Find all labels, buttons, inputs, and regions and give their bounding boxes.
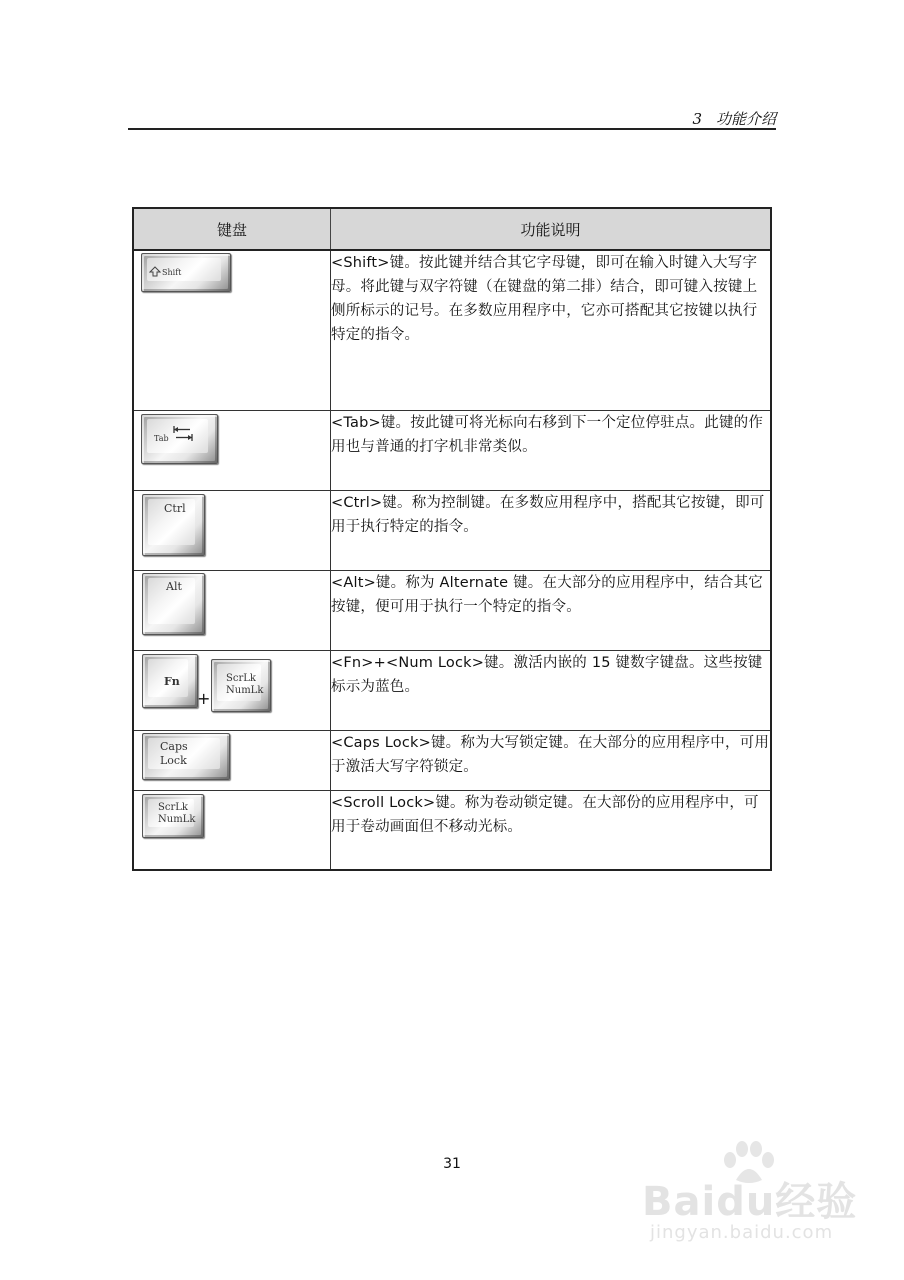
scrolllock-description: <Scroll Lock>键。称为卷动锁定键。在大部份的应用程序中，可用于卷动画面但不移动光标。	[331, 790, 772, 870]
alt-description: <Alt>键。称为 Alternate 键。在大部分的应用程序中，结合其它按键，便可用于执行一个特定的指令。	[331, 570, 772, 650]
capslock-key-image	[142, 733, 230, 780]
page-number: 31	[443, 1156, 461, 1172]
caps-label: Caps	[160, 739, 188, 753]
table-row	[133, 650, 771, 730]
alt-key-image	[142, 573, 205, 635]
table-row	[133, 730, 771, 790]
shift-key-image	[141, 253, 231, 292]
fn-key-image	[142, 654, 198, 708]
key-cell	[133, 570, 331, 650]
scrolllock-key-image	[142, 794, 204, 838]
plus-sign: +	[197, 688, 211, 708]
capslock-description: <Caps Lock>键。称为大写锁定键。在大部分的应用程序中，可用于激活大写字符锁定。	[331, 730, 772, 790]
tab-description: <Tab>键。按此键可将光标向右移到下一个定位停驻点。此键的作用也与普通的打字机非常类似。	[331, 410, 772, 490]
numlk-label: NumLk	[226, 684, 264, 696]
key-cell	[133, 490, 331, 570]
alt-key-label: Alt	[166, 579, 182, 593]
baidu-watermark	[640, 1140, 880, 1260]
numlock-key-image	[211, 659, 271, 712]
table-row	[133, 790, 771, 870]
scrlk-label: ScrLk	[226, 672, 256, 684]
key-cell	[133, 410, 331, 490]
table-row	[133, 250, 771, 410]
table-header-row	[133, 208, 771, 250]
chapter-title: 功能介绍	[715, 110, 776, 128]
numlk-label: NumLk	[158, 813, 196, 825]
fn-key-label: Fn	[164, 674, 180, 688]
watermark-url: jingyan.baidu.com	[650, 1222, 834, 1243]
tab-arrows-icon	[172, 424, 194, 442]
header-rule	[128, 128, 776, 130]
lock-label: Lock	[160, 753, 187, 767]
column-header-key: 键盘	[133, 208, 331, 250]
ctrl-key-image	[142, 494, 205, 556]
table-row	[133, 490, 771, 570]
shift-arrow-icon	[149, 266, 161, 277]
table-row	[133, 410, 771, 490]
tab-key-image	[141, 414, 218, 464]
key-cell	[133, 730, 331, 790]
tab-key-label: Tab	[154, 433, 169, 443]
key-cell	[133, 650, 331, 730]
shift-description: <Shift>键。按此键并结合其它字母键，即可在输入时键入大写字母。将此键与双字符键（在键盘的第二排）结合，即可键入按键上侧所标示的记号。在多数应用程序中，它亦可搭配其它按键以执行特定的指令。	[331, 250, 772, 410]
table-row	[133, 570, 771, 650]
running-header	[128, 108, 776, 128]
fn-numlock-description: <Fn>+<Num Lock>键。激活内嵌的 15 键数字键盘。这些按键标示为蓝色。	[331, 650, 772, 730]
ctrl-key-label: Ctrl	[164, 501, 186, 515]
key-cell	[133, 790, 331, 870]
keyboard-function-table	[132, 207, 772, 871]
shift-key-label: Shift	[162, 268, 182, 277]
key-cell	[133, 250, 331, 410]
chapter-number: 3	[692, 110, 702, 128]
scrlk-label: ScrLk	[158, 801, 188, 813]
watermark-brand: Baidu经验	[642, 1179, 858, 1225]
ctrl-description: <Ctrl>键。称为控制键。在多数应用程序中，搭配其它按键，即可用于执行特定的指令。	[331, 490, 772, 570]
column-header-function: 功能说明	[331, 208, 772, 250]
